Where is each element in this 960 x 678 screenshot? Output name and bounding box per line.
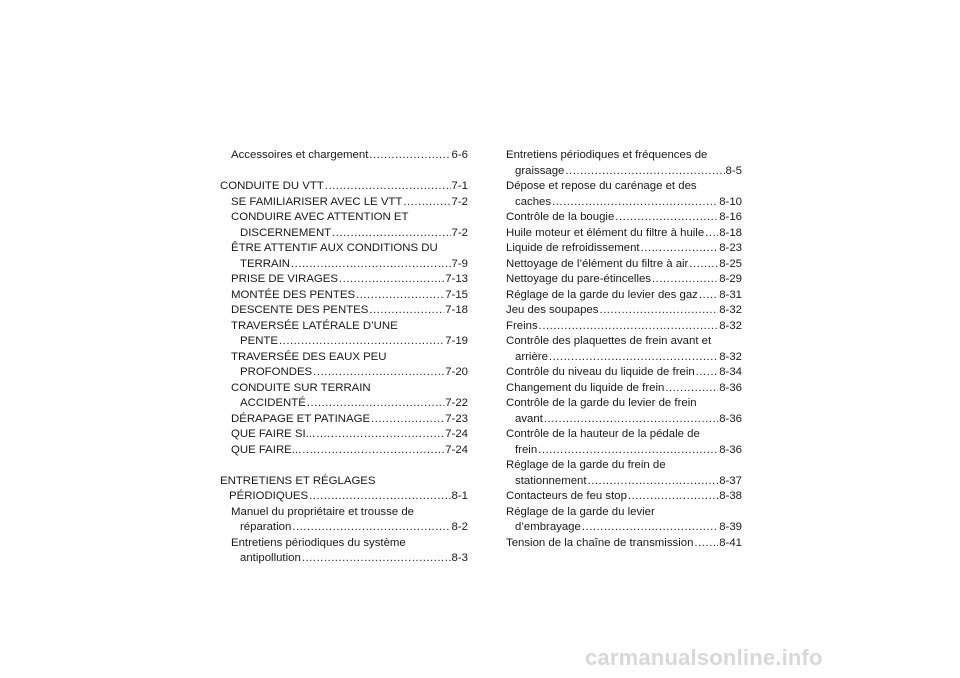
toc-leader-dots (565, 164, 724, 180)
toc-entry (220, 319, 468, 350)
toc-entry (220, 505, 468, 536)
toc-leader-dots (313, 365, 444, 381)
toc-page-number: 7-1 (451, 180, 468, 192)
toc-leader-dots (371, 412, 444, 428)
toc-entry-title: Réglage de la garde du levier (506, 505, 655, 518)
toc-entry (506, 489, 742, 505)
toc-entry (220, 427, 468, 443)
toc-entry-title: avant (515, 412, 543, 425)
toc-entry-title: CONDUITE SUR TERRAIN (231, 381, 371, 394)
toc-page-number: 8-16 (719, 211, 742, 223)
toc-page-number: 6-6 (451, 149, 468, 161)
toc-leader-dots (309, 489, 450, 505)
toc-entry (506, 241, 742, 257)
toc-entry-title: Contrôle du niveau du liquide de frein (506, 366, 695, 378)
toc-entry (220, 272, 468, 288)
toc-entry-title: Entretiens périodiques et fréquences de (506, 149, 708, 161)
toc-entry-title: Freins (506, 319, 538, 332)
toc-entry-title: Contrôle de la garde du levier de frein (506, 397, 697, 409)
toc-entry (506, 334, 742, 365)
toc-leader-dots (539, 319, 719, 335)
toc-page-number: 8-38 (719, 490, 742, 502)
toc-entry (220, 288, 468, 304)
toc-entry-title: TRAVERSÉE DES EAUX PEU (231, 350, 387, 363)
toc-entry-title: Contrôle de la hauteur de la pédale de (506, 428, 700, 440)
toc-page-number: 8-41 (719, 536, 742, 549)
toc-entry (506, 427, 742, 458)
toc-entry-title: Liquide de refroidissement (506, 242, 640, 254)
toc-entry-title: PROFONDES (240, 366, 313, 378)
toc-entry-title: ENTRETIENS ET RÉGLAGES (220, 474, 376, 487)
toc-entry-title: frein (515, 443, 538, 456)
toc-entry (506, 505, 742, 536)
toc-page-number: 8-36 (719, 443, 742, 456)
toc-page-number: 8-1 (451, 490, 468, 502)
toc-entry-title: QUE FAIRE SI... (231, 428, 316, 440)
toc-page-number: 7-22 (445, 397, 468, 409)
toc-leader-dots (302, 551, 451, 567)
toc-entry-title: DESCENTE DES PENTES (231, 304, 369, 316)
toc-leader-dots (696, 365, 718, 381)
toc-page-number: 7-2 (451, 195, 468, 208)
toc-left-column (220, 148, 468, 567)
toc-leader-dots (356, 288, 444, 304)
toc-entry-title: Réglage de la garde du frein de (506, 459, 666, 471)
toc-spacer (220, 458, 468, 474)
toc-entry (506, 257, 742, 273)
toc-entry-title: stationnement (515, 474, 587, 487)
toc-entry (506, 272, 742, 288)
toc-entry-title: Tension de la chaîne de transmission (506, 536, 694, 549)
toc-page-number: 7-2 (451, 226, 468, 239)
toc-entry-title: Contrôle de la bougie (506, 211, 615, 223)
toc-page-number: 7-9 (451, 257, 468, 270)
toc-page-number: 8-32 (719, 350, 742, 363)
toc-entry-title: CONDUIRE AVEC ATTENTION ET (231, 211, 409, 223)
toc-page-number: 7-15 (445, 288, 468, 301)
toc-page-number: 7-23 (445, 412, 468, 425)
toc-entry (506, 536, 742, 552)
toc-entry (220, 474, 468, 505)
toc-entry-title: ÊTRE ATTENTIF AUX CONDITIONS DU (231, 242, 438, 254)
toc-leader-dots (705, 226, 718, 242)
toc-page-number: 8-18 (719, 226, 742, 239)
toc-entry-title: SE FAMILIARISER AVEC LE VTT (231, 195, 403, 208)
toc-entry (220, 412, 468, 428)
toc-entry (220, 303, 468, 319)
toc-leader-dots (699, 288, 718, 304)
toc-leader-dots (599, 303, 718, 319)
toc-entry-title: QUE FAIRE... (231, 443, 302, 456)
toc-entry-title: arrière (515, 350, 548, 363)
toc-entry-title: graissage (515, 164, 565, 177)
toc-entry-title: TRAVERSÉE LATÉRALE D’UNE (231, 319, 398, 332)
toc-entry (220, 536, 468, 567)
toc-page-number: 8-25 (719, 257, 742, 270)
watermark-text: carmanualsonline.info (585, 645, 823, 670)
toc-entry-title: Jeu des soupapes (506, 304, 599, 316)
toc-leader-dots (307, 396, 444, 412)
toc-entry-title: Contrôle des plaquettes de frein avant et (506, 335, 712, 347)
toc-leader-dots (641, 241, 719, 257)
toc-leader-dots (302, 443, 444, 459)
toc-leader-dots (339, 272, 444, 288)
toc-leader-dots (369, 148, 450, 164)
toc-entry-title: Huile moteur et élément du filtre à huile (506, 226, 705, 239)
toc-page-number: 8-34 (719, 366, 742, 378)
toc-leader-dots (582, 520, 718, 536)
toc-entry-title: PÉRIODIQUES (229, 490, 309, 502)
toc-entry (220, 148, 468, 164)
toc-entry-title: d’embrayage (515, 521, 581, 533)
toc-entry-title: caches (515, 195, 552, 208)
toc-leader-dots (279, 334, 444, 350)
toc-entry (506, 396, 742, 427)
toc-entry-title: PENTE (240, 335, 278, 347)
toc-page-number: 8-32 (719, 304, 742, 316)
toc-leader-dots (538, 443, 718, 459)
toc-page-number: 7-20 (445, 366, 468, 378)
toc-leader-dots (552, 195, 718, 211)
toc-entry (506, 365, 742, 381)
toc-leader-dots (291, 257, 451, 273)
toc-page-number: 8-32 (719, 319, 742, 332)
toc-leader-dots (325, 179, 451, 195)
toc-entry-title: Changement du liquide de frein (506, 381, 665, 394)
toc-entry-title: DISCERNEMENT (240, 226, 332, 239)
toc-leader-dots (694, 536, 718, 552)
toc-leader-dots (665, 381, 718, 397)
toc-leader-dots (689, 257, 718, 273)
toc-leader-dots (403, 195, 450, 211)
toc-entry (506, 303, 742, 319)
toc-page-number: 8-3 (451, 552, 468, 564)
toc-page-number: 8-37 (719, 474, 742, 487)
toc-entry-title: Nettoyage du pare-étincelles (506, 273, 652, 285)
toc-page-number: 8-2 (451, 521, 468, 533)
toc-entry (220, 443, 468, 459)
toc-entry-title: CONDUITE DU VTT (220, 180, 324, 192)
toc-page-number: 7-13 (445, 273, 468, 285)
toc-page-number: 8-31 (719, 288, 742, 301)
toc-page-number: 7-24 (445, 428, 468, 440)
toc-leader-dots (544, 412, 718, 428)
toc-page-number: 8-10 (719, 195, 742, 208)
toc-entry (506, 381, 742, 397)
toc-leader-dots (332, 226, 450, 242)
toc-spacer (220, 164, 468, 180)
toc-page-number: 8-36 (719, 381, 742, 394)
toc-right-column (506, 148, 742, 551)
toc-leader-dots (549, 350, 718, 366)
toc-entry (220, 381, 468, 412)
toc-entry (506, 179, 742, 210)
toc-entry (220, 195, 468, 211)
toc-entry (220, 179, 468, 195)
toc-page-number: 7-19 (445, 335, 468, 347)
toc-entry (506, 288, 742, 304)
toc-entry-title: Dépose et repose du carénage et des (506, 180, 697, 192)
toc-page-number: 8-5 (725, 164, 742, 177)
toc-leader-dots (316, 427, 444, 443)
toc-leader-dots (652, 272, 718, 288)
toc-leader-dots (369, 303, 444, 319)
toc-entry-title: Entretiens périodiques du système (231, 536, 406, 549)
toc-entry-title: Manuel du propriétaire et trousse de (231, 505, 414, 518)
toc-entry (220, 210, 468, 241)
toc-page-number: 7-24 (445, 443, 468, 456)
toc-entry (220, 241, 468, 272)
toc-entry-title: DÉRAPAGE ET PATINAGE (231, 412, 371, 425)
toc-entry-title: MONTÉE DES PENTES (231, 288, 356, 301)
toc-entry (506, 226, 742, 242)
toc-entry-title: TERRAIN (240, 257, 290, 270)
toc-entry-title: PRISE DE VIRAGES (231, 273, 338, 285)
toc-entry (506, 319, 742, 335)
toc-entry (220, 350, 468, 381)
toc-entry (506, 148, 742, 179)
toc-page-number: 8-23 (719, 242, 742, 254)
toc-leader-dots (588, 474, 719, 490)
toc-entry-title: antipollution (240, 552, 301, 564)
toc-leader-dots (615, 210, 718, 226)
toc-entry-title: Accessoires et chargement (231, 149, 369, 161)
toc-entry-title: Contacteurs de feu stop (506, 490, 627, 502)
toc-page-number: 8-39 (719, 521, 742, 533)
toc-page-number: 8-36 (719, 412, 742, 425)
toc-leader-dots (292, 520, 450, 536)
toc-entry (506, 210, 742, 226)
toc-entry-title: ACCIDENTÉ (240, 397, 306, 409)
toc-entry (506, 458, 742, 489)
toc-leader-dots (628, 489, 718, 505)
toc-page-number: 8-29 (719, 273, 742, 285)
toc-page-number: 7-18 (445, 304, 468, 316)
toc-entry-title: réparation (240, 521, 292, 533)
toc-entry-title: Nettoyage de l’élément du filtre à air (506, 257, 689, 270)
toc-entry-title: Réglage de la garde du levier des gaz (506, 288, 698, 301)
